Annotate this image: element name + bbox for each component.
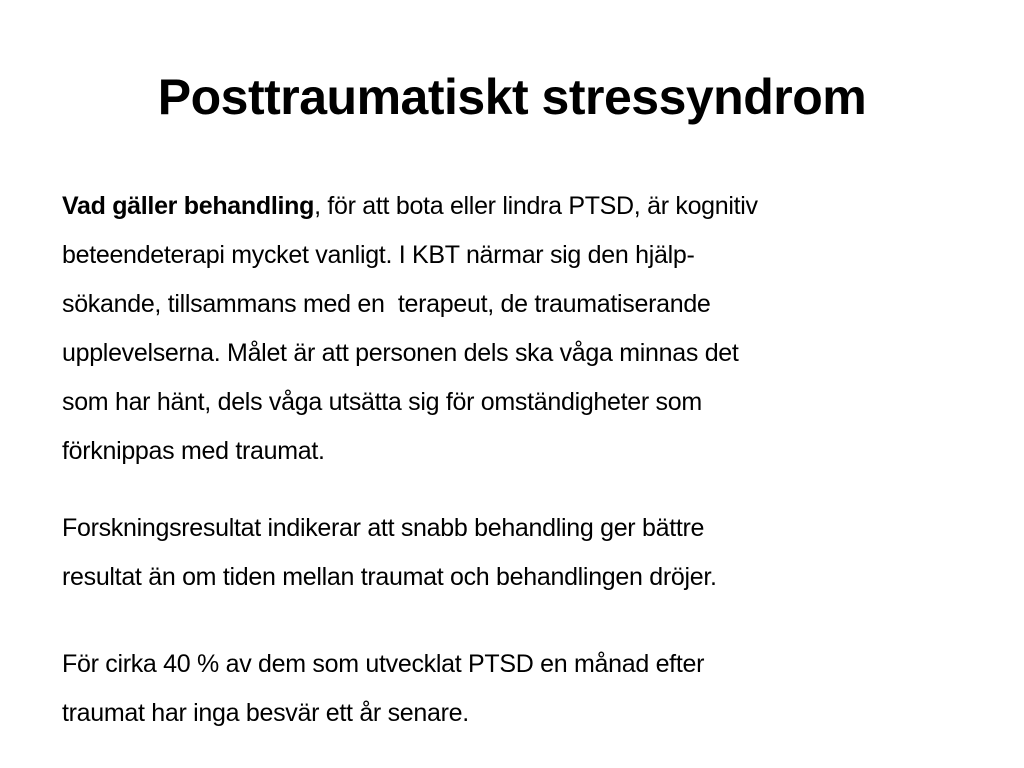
paragraph-research-line-2: resultat än om tiden mellan traumat och behandlingen dröjer. bbox=[62, 563, 717, 591]
paragraph-statistics bbox=[62, 640, 962, 738]
paragraph-research-line-1: Forskningsresultat indikerar att snabb behandling ger bättre bbox=[62, 514, 705, 542]
line-1-rest: , för att bota eller lindra PTSD, är kognitiv bbox=[314, 192, 758, 220]
paragraph-treatment-line-2: beteendeterapi mycket vanligt. I KBT närmar sig den hjälp- bbox=[62, 241, 695, 269]
paragraph-treatment-line-4: upplevelserna. Målet är att personen dels ska våga minnas det bbox=[62, 339, 739, 367]
paragraph-treatment-line-5: som har hänt, dels våga utsätta sig för omständigheter som bbox=[62, 388, 702, 416]
paragraph-research bbox=[62, 504, 962, 602]
paragraph-treatment bbox=[62, 182, 962, 476]
paragraph-statistics-line-1: För cirka 40 % av dem som utvecklat PTSD en månad efter bbox=[62, 650, 705, 678]
paragraph-treatment-line-3: sökande, tillsammans med en terapeut, de traumatiserande bbox=[62, 290, 711, 318]
paragraph-treatment-line-1 bbox=[62, 182, 962, 231]
bold-lead-text: Vad gäller behandling bbox=[62, 192, 315, 220]
slide-title: Posttraumatiskt stressyndrom bbox=[157, 69, 867, 125]
paragraph-statistics-line-2: traumat har inga besvär ett år senare. bbox=[62, 699, 469, 727]
paragraph-treatment-line-6: förknippas med traumat. bbox=[62, 437, 325, 465]
